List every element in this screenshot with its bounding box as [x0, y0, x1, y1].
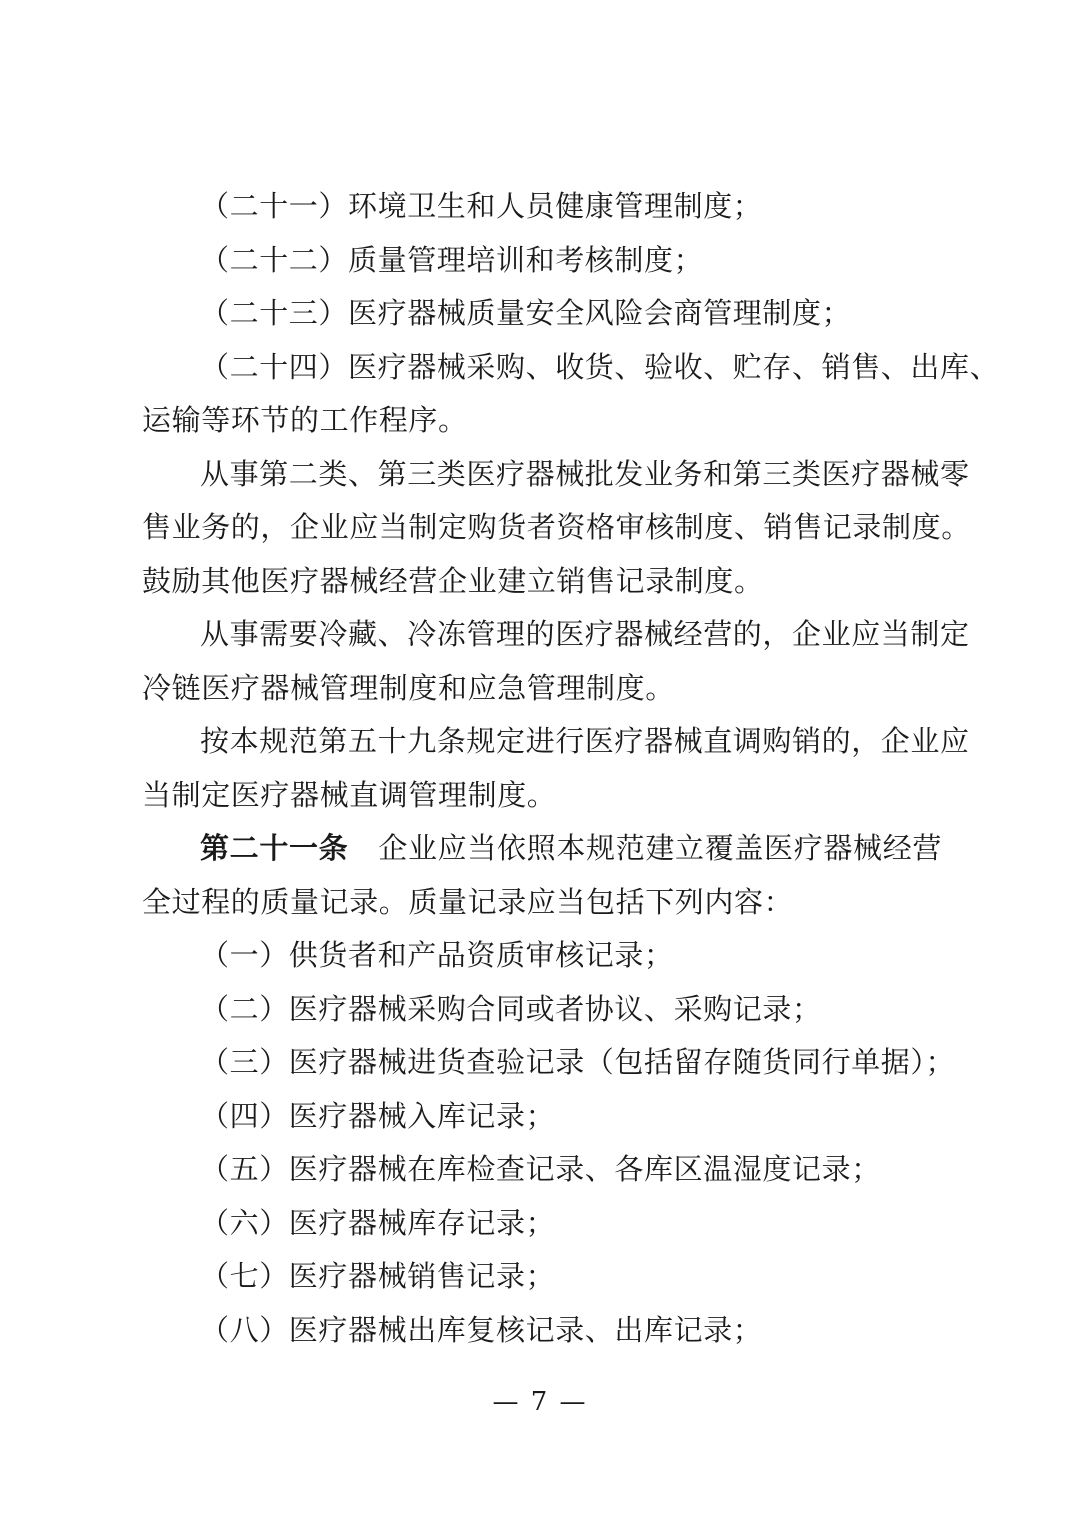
paragraph-line: 售业务的，企业应当制定购货者资格审核制度、销售记录制度。: [142, 510, 971, 544]
list-item: （八）医疗器械出库复核记录、出库记录；: [200, 1312, 763, 1347]
document-body: [142, 180, 1000, 1357]
paragraph-line: 鼓励其他医疗器械经营企业建立销售记录制度。: [142, 563, 764, 598]
list-item: （一）供货者和产品资质审核记录；: [200, 938, 674, 972]
paragraph-line: 当制定医疗器械直调管理制度。: [142, 777, 557, 812]
list-item: （二十三）医疗器械质量安全风险会商管理制度；: [200, 296, 852, 330]
paragraph-line: 从事需要冷藏、冷冻管理的医疗器械经营的，企业应当制定: [200, 617, 970, 651]
paragraph-line: 冷链医疗器械管理制度和应急管理制度。: [142, 670, 675, 705]
list-item: （二）医疗器械采购合同或者协议、采购记录；: [200, 991, 822, 1026]
paragraph-line: 按本规范第五十九条规定进行医疗器械直调购销的，企业应: [200, 724, 970, 758]
paragraph-line: 全过程的质量记录。质量记录应当包括下列内容：: [142, 884, 794, 919]
list-item: （四）医疗器械入库记录；: [200, 1098, 556, 1133]
list-item: （二十四）医疗器械采购、收货、验收、贮存、销售、出库、: [200, 349, 1000, 384]
list-item: （三）医疗器械进货查验记录（包括留存随货同行单据）；: [200, 1045, 956, 1079]
list-item: （六）医疗器械库存记录；: [200, 1205, 556, 1240]
article-label: 第二十一条: [200, 831, 349, 865]
list-item: （五）医疗器械在库检查记录、各库区温湿度记录；: [200, 1152, 881, 1186]
list-item: （二十二）质量管理培训和考核制度；: [200, 242, 704, 277]
article-text: 企业应当依照本规范建立覆盖医疗器械经营: [378, 831, 942, 865]
list-item: （二十一）环境卫生和人员健康管理制度；: [200, 189, 763, 223]
page-number: — 7 —: [492, 1387, 588, 1417]
paragraph-line: 从事第二类、第三类医疗器械批发业务和第三类医疗器械零: [200, 456, 970, 491]
article-heading-line: [142, 822, 942, 876]
list-item-continuation: 运输等环节的工作程序。: [142, 403, 468, 437]
list-item: （七）医疗器械销售记录；: [200, 1259, 556, 1293]
